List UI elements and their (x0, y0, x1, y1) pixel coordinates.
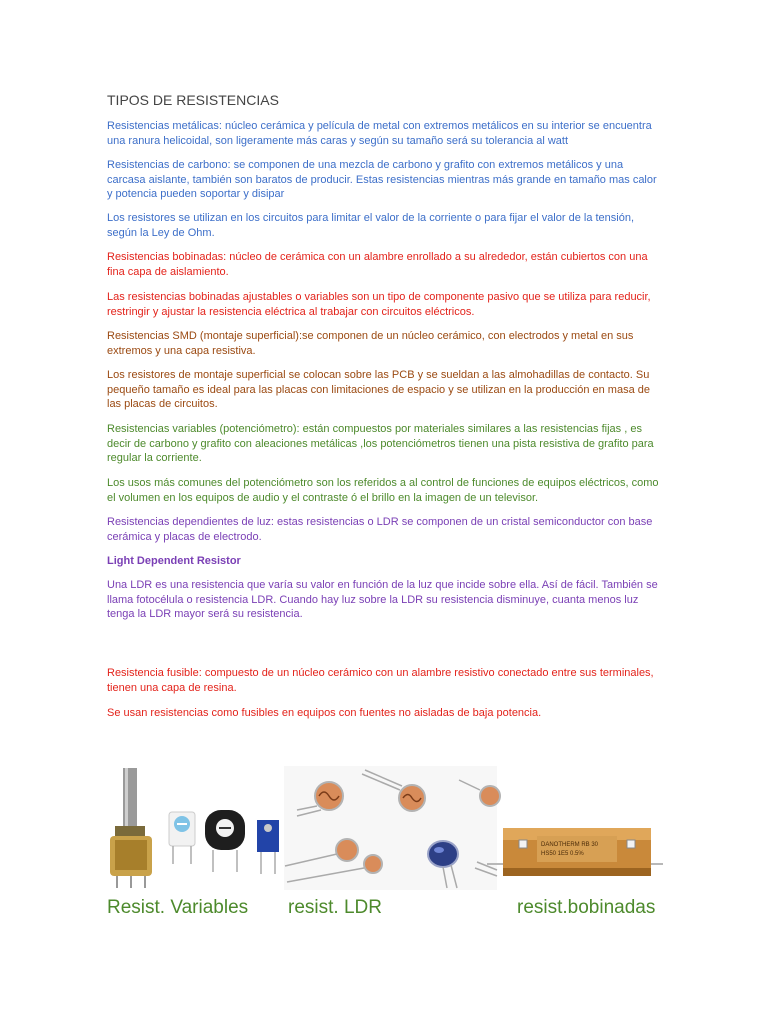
paragraph-wirewound-resistors: Resistencias bobinadas: núcleo de cerámica con un alambre enrollado a su alrededor, están cubiertos con una fina capa de aislamiento. (107, 251, 648, 278)
ldr-photo (284, 766, 500, 890)
caption-ldr: resist. LDR (288, 897, 382, 918)
wirewound-marking-1: DANOTHERM RB 30 (541, 842, 599, 848)
wirewound-marking-2: HS50 1E5 0.5% (541, 851, 584, 857)
paragraph-adjustable-wirewound: Las resistencias bobinadas ajustables o variables son un tipo de componente pasivo que se utiliza para reducir, restringir y ajustar la resistencia eléctrica al trabajar con circuitos eléctricos. (107, 291, 651, 318)
paragraph-fuse-usage: Se usan resistencias como fusibles en equipos con fuentes no aisladas de baja potencia. (107, 707, 542, 719)
caption-wirewound: resist.bobinadas (517, 897, 656, 918)
paragraph-metal-resistors: Resistencias metálicas: núcleo cerámica y película de metal con extremos metálicos en su interior se encuentra una ranura helicoidal, son ligeramente más caras y según su tamaño será su tolerancia al watt (107, 120, 652, 147)
paragraph-carbon-resistors: Resistencias de carbono: se componen de una mezcla de carbono y grafito con extremos metálicos y una carcasa aislante, también son baratos de producir. Estas resistencias mientras más grande en tamaño mas calor y potencia pueden soportar y disipar (107, 159, 657, 201)
caption-variables: Resist. Variables (107, 897, 249, 918)
potentiometer-photo (110, 768, 279, 888)
paragraph-potentiometer-uses: Los usos más comunes del potenciómetro son los referidos a al control de funciones de equipos eléctricos, como el volumen en los equipos de audio y el contraste ó el brillo en la imagen de un televisor. (107, 477, 659, 504)
paragraph-smd-resistors: Resistencias SMD (montaje superficial):se componen de un núcleo cerámico, con electrodos y metal en sus extremos y una capa resistiva. (107, 330, 634, 357)
paragraph-ldr: Resistencias dependientes de luz: estas resistencias o LDR se componen de un cristal semiconductor con base cerámica y placas de electrodo. (107, 516, 653, 543)
paragraph-potentiometer: Resistencias variables (potenciómetro): están compuestos por materiales similares a las resistencias fijas , es decir de carbono y grafito con aleaciones metálicas ,los potenciómetros tienen una pista resistiva de grafito para regular la corriente. (107, 423, 654, 465)
wirewound-photo (487, 828, 663, 876)
resistor-photos (107, 766, 667, 890)
ldr-heading: Light Dependent Resistor (107, 555, 241, 567)
paragraph-fuse-resistor: Resistencia fusible: compuesto de un núcleo cerámico con un alambre resistivo conectado entre sus terminales, tienen una capa de resina. (107, 667, 654, 694)
paragraph-ldr-description: Una LDR es una resistencia que varía su valor en función de la luz que incide sobre ella. Así de fácil. También se llama fotocélula o resistencia LDR. Cuando hay luz sobre la LDR su resistencia disminuye, cuanta menos luz tenga la LDR mayor será su resistencia. (107, 579, 658, 621)
paragraph-smd-mounting: Los resistores de montaje superficial se colocan sobre las PCB y se sueldan a las almohadillas de contacto. Su pequeño tamaño es ideal para las placas con limitaciones de espacio y se utilizan en la producción en masa de las placas de circuitos. (107, 369, 651, 411)
paragraph-ohm-law: Los resistores se utilizan en los circuitos para limitar el valor de la corriente o para fijar el valor de la tensión, según la Ley de Ohm. (107, 212, 635, 239)
document-title: TIPOS DE RESISTENCIAS (107, 92, 279, 108)
